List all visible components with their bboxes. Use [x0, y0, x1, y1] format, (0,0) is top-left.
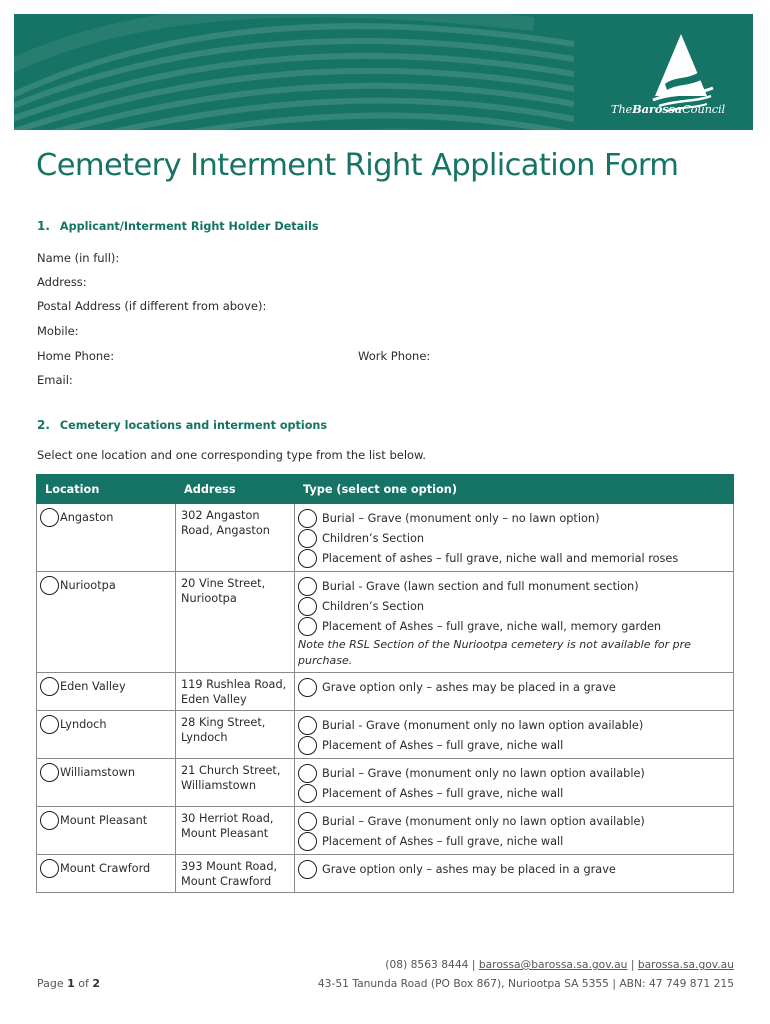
location-name: Lyndoch — [60, 718, 107, 731]
type-option-radio[interactable] — [298, 597, 317, 616]
type-options-cell — [295, 504, 734, 572]
name-field-label: Name (in full): — [37, 251, 120, 265]
location-name: Williamstown — [60, 766, 136, 779]
page-number: Page 1 of 2 — [37, 977, 101, 990]
location-cell — [37, 855, 176, 893]
type-option — [298, 859, 728, 879]
type-option-radio[interactable] — [298, 549, 317, 568]
column-header-location: Location — [37, 475, 176, 504]
type-options-cell — [295, 711, 734, 759]
location-radio-mount-crawford[interactable] — [40, 859, 59, 878]
postal-address-field-label: Postal Address (if different from above): — [37, 299, 267, 313]
home-phone-field-label: Home Phone: — [37, 349, 115, 363]
type-option — [298, 576, 728, 596]
type-option-label: Children’s Section — [322, 531, 425, 545]
work-phone-field-label: Work Phone: — [358, 349, 431, 363]
type-option-radio[interactable] — [298, 784, 317, 803]
footer-address: 43-51 Tanunda Road (PO Box 867), Nuriootpa SA 5355 | ABN: 47 749 871 215 — [317, 977, 734, 990]
table-row — [37, 759, 734, 807]
type-option-radio[interactable] — [298, 678, 317, 697]
type-option-label: Grave option only – ashes may be placed in a grave — [322, 862, 616, 876]
type-option — [298, 616, 728, 636]
type-options-cell — [295, 855, 734, 893]
type-option — [298, 811, 728, 831]
type-option-radio[interactable] — [298, 764, 317, 783]
location-radio-nuriootpa[interactable] — [40, 576, 59, 595]
type-option — [298, 596, 728, 616]
address-cell: 20 Vine Street, Nuriootpa — [176, 572, 295, 673]
location-radio-mount-pleasant[interactable] — [40, 811, 59, 830]
location-cell — [37, 504, 176, 572]
address-cell: 393 Mount Road, Mount Crawford — [176, 855, 295, 893]
footer-website-link[interactable]: barossa.sa.gov.au — [637, 958, 734, 971]
location-name: Mount Pleasant — [60, 814, 148, 827]
column-header-address: Address — [176, 475, 295, 504]
address-cell: 119 Rushlea Road, Eden Valley — [176, 673, 295, 711]
type-option — [298, 528, 728, 548]
address-cell: 21 Church Street, Williamstown — [176, 759, 295, 807]
type-option-label: Children’s Section — [322, 599, 425, 613]
type-option — [298, 763, 728, 783]
location-cell — [37, 711, 176, 759]
table-row — [37, 572, 734, 673]
footer-phone: (08) 8563 8444 — [385, 958, 469, 971]
type-options-cell — [295, 807, 734, 855]
email-field-label: Email: — [37, 373, 73, 387]
type-option-radio[interactable] — [298, 617, 317, 636]
type-option — [298, 508, 728, 528]
location-cell — [37, 673, 176, 711]
header-banner — [14, 14, 753, 130]
type-options-cell — [295, 673, 734, 711]
type-option — [298, 831, 728, 851]
section-2-heading: 2. Cemetery locations and interment options — [37, 418, 328, 432]
location-radio-angaston[interactable] — [40, 508, 59, 527]
type-option-label: Placement of Ashes – full grave, niche wall — [322, 738, 564, 752]
type-option — [298, 548, 728, 568]
table-header-row — [37, 475, 734, 504]
cemetery-locations-table — [36, 474, 734, 893]
rsl-section-note: Note the RSL Section of the Nuriootpa cemetery is not available for pre purchase. — [298, 638, 691, 667]
type-option-radio[interactable] — [298, 736, 317, 755]
table-row — [37, 504, 734, 572]
table-row — [37, 807, 734, 855]
location-cell — [37, 759, 176, 807]
type-option-radio[interactable] — [298, 812, 317, 831]
type-option — [298, 677, 728, 697]
address-field-label: Address: — [37, 275, 87, 289]
table-row — [37, 673, 734, 711]
location-name: Mount Crawford — [60, 862, 151, 875]
type-options-cell — [295, 572, 734, 673]
location-cell — [37, 572, 176, 673]
address-cell: 30 Herriot Road, Mount Pleasant — [176, 807, 295, 855]
location-radio-lyndoch[interactable] — [40, 715, 59, 734]
footer-contact-line: (08) 8563 8444 | barossa@barossa.sa.gov.au | barossa.sa.gov.au — [385, 958, 734, 971]
type-option-label: Burial - Grave (lawn section and full monument section) — [322, 579, 639, 593]
type-option — [298, 715, 728, 735]
type-option-label: Burial – Grave (monument only – no lawn option) — [322, 511, 600, 525]
mobile-field-label: Mobile: — [37, 324, 79, 338]
wave-pattern-graphic — [14, 14, 574, 130]
location-name: Nuriootpa — [60, 579, 116, 592]
address-cell: 28 King Street, Lyndoch — [176, 711, 295, 759]
section-2-instructions: Select one location and one corresponding type from the list below. — [37, 448, 427, 462]
type-option-label: Grave option only – ashes may be placed in a grave — [322, 680, 616, 694]
footer-email-link[interactable]: barossa@barossa.sa.gov.au — [478, 958, 628, 971]
type-options-cell — [295, 759, 734, 807]
type-option-radio[interactable] — [298, 832, 317, 851]
table-row — [37, 855, 734, 893]
type-option-radio[interactable] — [298, 509, 317, 528]
location-cell — [37, 807, 176, 855]
type-option-label: Placement of Ashes – full grave, niche wall — [322, 834, 564, 848]
type-option-label: Placement of Ashes – full grave, niche wall — [322, 786, 564, 800]
type-option-label: Burial – Grave (monument only no lawn option available) — [322, 766, 645, 780]
type-option-label: Placement of Ashes – full grave, niche wall, memory garden — [322, 619, 662, 633]
address-cell: 302 Angaston Road, Angaston — [176, 504, 295, 572]
location-radio-williamstown[interactable] — [40, 763, 59, 782]
type-option-label: Placement of ashes – full grave, niche wall and memorial roses — [322, 551, 679, 565]
column-header-type: Type (select one option) — [295, 475, 734, 504]
location-name: Eden Valley — [60, 680, 126, 693]
section-1-heading: 1. Applicant/Interment Right Holder Details — [37, 219, 319, 233]
location-radio-eden-valley[interactable] — [40, 677, 59, 696]
type-option-radio[interactable] — [298, 860, 317, 879]
type-option-radio[interactable] — [298, 716, 317, 735]
type-option-label: Burial - Grave (monument only no lawn option available) — [322, 718, 644, 732]
type-option-label: Burial – Grave (monument only no lawn option available) — [322, 814, 645, 828]
location-name: Angaston — [60, 511, 114, 524]
council-logo-text: TheBarossaCouncil — [610, 102, 725, 116]
page-title: Cemetery Interment Right Application Form — [36, 148, 679, 183]
table-row — [37, 711, 734, 759]
type-option-radio[interactable] — [298, 577, 317, 596]
type-option — [298, 783, 728, 803]
type-option — [298, 735, 728, 755]
type-option-radio[interactable] — [298, 529, 317, 548]
